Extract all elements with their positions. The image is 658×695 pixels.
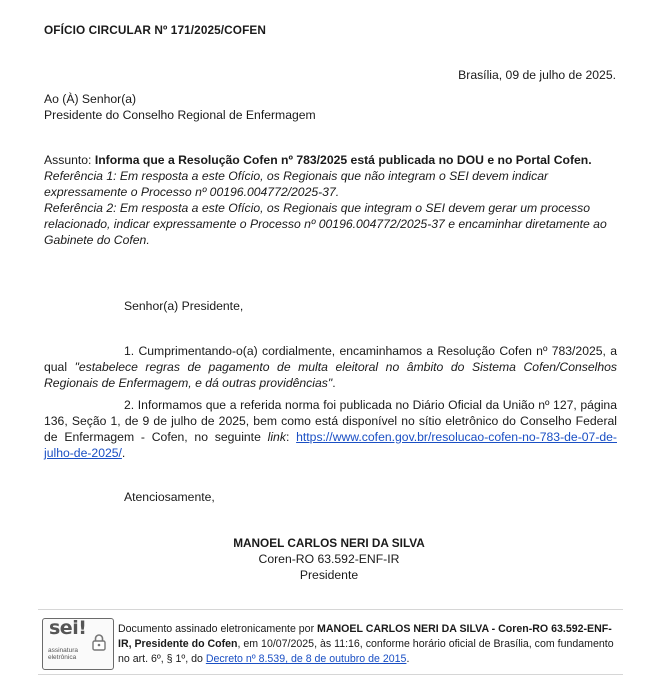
subject-label: Assunto: [44, 153, 95, 167]
reference-2-label: Referência 2: [44, 201, 117, 215]
subject-line [44, 152, 618, 168]
sei-seal-logo [42, 618, 114, 670]
signer-registration: Coren-RO 63.592-ENF-IR [258, 552, 400, 566]
paragraph-1-end: . [332, 376, 336, 390]
paragraph-2 [44, 397, 617, 461]
subject-text: Informa que a Resolução Cofen nº 783/2025 está publicada no DOU e no Portal Cofen. [94, 153, 592, 167]
signature-statement: Documento assinado eletronicamente por MANOEL CARLOS NERI DA SILVA - Coren-RO 63.592-ENF-IR, Presidente do Cofen, em 10/07/2025, às 11:16, conforme horário oficial de Brasília, com fundamento no art. 6º, § 1º, do Decreto nº 8.539, de 8 de outubro de 2015. [118, 623, 614, 665]
resolution-url-link[interactable]: https://www.cofen.gov.br/resolucao-cofen-no-783-de-07-de-julho-de-2025/ [44, 430, 617, 460]
greeting: Senhor(a) Presidente, [124, 299, 244, 313]
addressee-line-1: Ao (À) Senhor(a) [44, 92, 137, 106]
paragraph-1 [44, 343, 617, 391]
electronic-signature-panel [38, 609, 623, 675]
closing: Atenciosamente, [124, 490, 215, 504]
signer-role: Presidente [299, 568, 359, 582]
document-title: OFÍCIO CIRCULAR Nº 171/2025/COFEN [44, 23, 266, 37]
sei-logo-subtitle: assinatura eletrônica [48, 647, 78, 661]
reference-2-text: Em resposta a este Ofício, os Regionais que integram o SEI devem gerar um processo relacionado, indicar expressamente o Processo nº 00196.004772/2025-37 e encaminhar diretamente ao Gabinete do Cofen. [44, 201, 607, 247]
lock-icon [92, 633, 106, 651]
subject-block [44, 152, 618, 248]
sei-logo-text: sei! [49, 617, 87, 639]
decree-link[interactable]: Decreto nº 8.539, de 8 de outubro de 2015 [205, 653, 407, 665]
paragraph-2-link-word: link [267, 430, 286, 444]
signer-name: MANOEL CARLOS NERI DA SILVA [233, 536, 425, 550]
signature-block [0, 535, 658, 583]
reference-1 [44, 168, 618, 200]
date-line: Brasília, 09 de julho de 2025. [458, 68, 616, 82]
reference-1-label: Referência 1: [44, 169, 117, 183]
paragraph-1-start: 1. Cumprimentando-o(a) cordialmente, encaminhamos a Resolução Cofen nº 783/2025, a qual [44, 344, 617, 374]
paragraph-2-colon: : [285, 430, 297, 444]
signature-signer: MANOEL CARLOS NERI DA SILVA - Coren-RO 63.592-ENF-IR, Presidente do Cofen [118, 623, 612, 650]
addressee-block [44, 91, 316, 123]
paragraph-1-quote: "estabelece regras de pagamento de multa eleitoral no âmbito do Sistema Cofen/Conselhos Regionais de Enfermagem, e dá outras providências" [44, 360, 617, 390]
paragraph-2-end: . [121, 446, 126, 460]
addressee-line-2: Presidente do Conselho Regional de Enfermagem [44, 108, 316, 122]
reference-1-text: Em resposta a este Ofício, os Regionais que não integram o SEI devem indicar expressamente o Processo nº 00196.004772/2025-37. [44, 169, 549, 199]
reference-2 [44, 200, 618, 248]
paragraph-2-start: 2. Informamos que a referida norma foi publicada no Diário Oficial da União nº 127, página 136, Seção 1, de 9 de julho de 2025, bem como está disponível no sítio eletrônico do Conselho Federal de Enfermagem - Cofen, no seguinte [44, 398, 617, 444]
